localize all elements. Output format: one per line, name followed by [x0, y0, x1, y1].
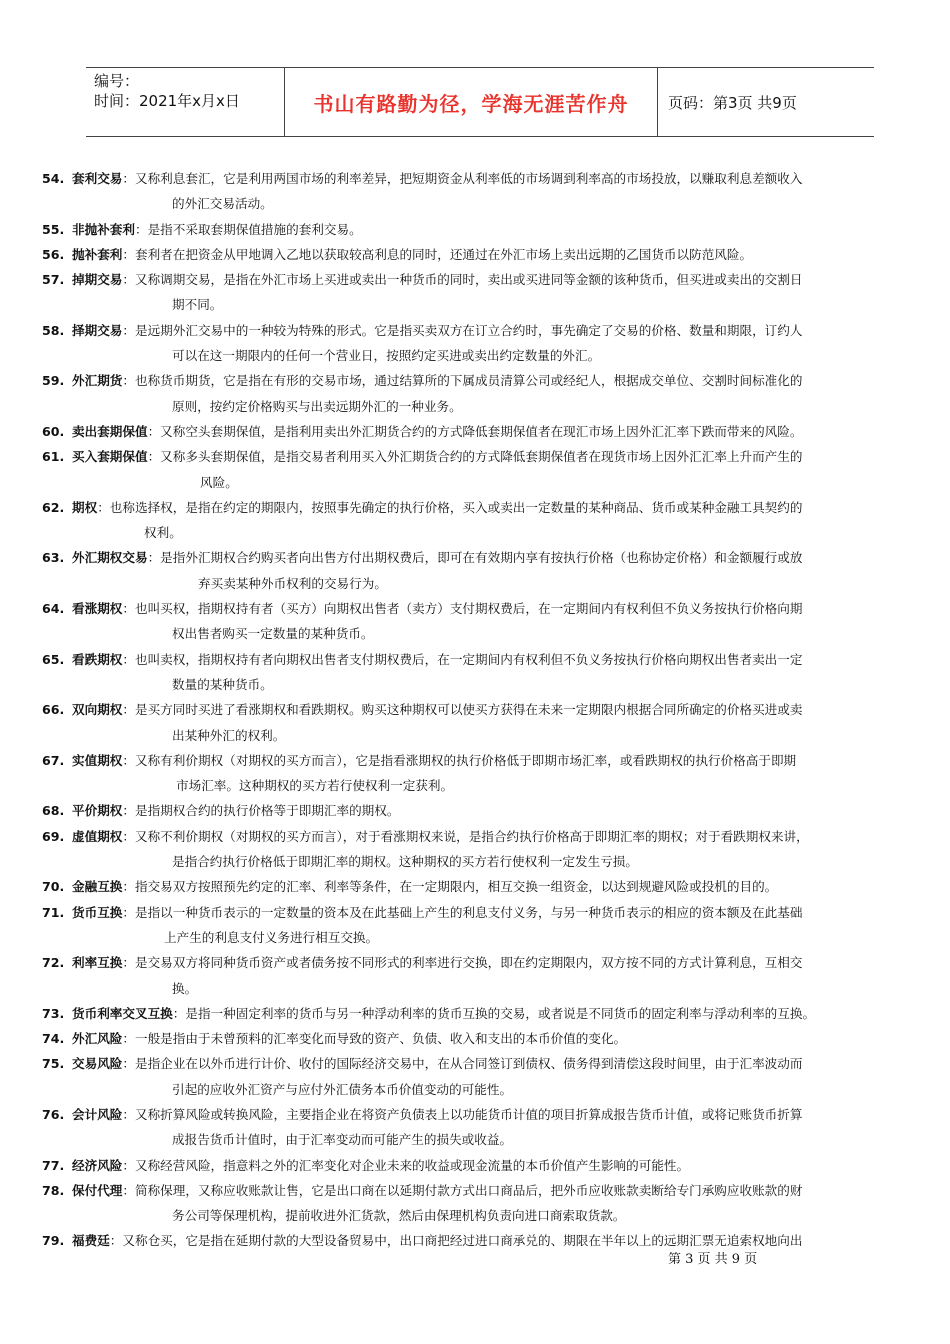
entry-number: 58.: [42, 322, 65, 338]
glossary-entry: [42, 1178, 922, 1229]
entry-number: 63.: [42, 550, 65, 566]
entry-number: 73.: [42, 1005, 65, 1021]
entry-term: 买入套期保值: [72, 449, 148, 465]
entry-definition-continued: 权出售者购买一定数量的某种货币。: [172, 626, 374, 642]
entry-number: 66.: [42, 702, 65, 718]
entry-definition: ：又称利息套汇，它是利用两国市场的利率差异，把短期资金从利率低的市场调到利率高的市场投放，以赚取利息差额收入: [122, 171, 803, 186]
glossary-entry: [42, 647, 922, 698]
glossary-entry: [42, 1051, 922, 1102]
entry-term: 实值期权: [72, 752, 123, 768]
document-time-label: 时间：2021年x月x日: [94, 92, 240, 110]
glossary-entry: [42, 1001, 922, 1026]
entry-text: [72, 545, 922, 596]
entry-text: [72, 444, 922, 495]
entry-number: 70.: [42, 879, 65, 895]
entry-definition-continued: 成报告货币计值时，由于汇率变动而可能产生的损失或收益。: [172, 1132, 513, 1148]
entry-definition-continued: 权利。: [144, 525, 182, 541]
entry-definition: ：又称不利价期权（对期权的买方而言），对于看涨期权来说，是指合约执行价格高于即期汇率的期权；对于看跌期权来讲，: [122, 828, 809, 844]
entry-definition: ：也叫买权，指期权持有者（买方）向期权出售者（卖方）支付期权费后，在一定期间内有权利但不负义务按执行价格向期: [122, 601, 803, 617]
entry-number: 57.: [42, 272, 65, 288]
entry-text: [72, 748, 922, 799]
entry-number: 65.: [42, 651, 65, 667]
entry-text: [72, 1026, 922, 1051]
entry-text: [72, 824, 922, 875]
entry-definition: ：是指一种固定利率的货币与另一种浮动利率的货币互换的交易，或者说是不同货币的固定利率与浮动利率的互换。: [172, 1005, 816, 1021]
entry-text: [72, 242, 922, 267]
entry-definition-continued: 出某种外汇的权利。: [172, 727, 286, 743]
entry-definition: ：又称有利价期权（对期权的买方而言），它是指看涨期权的执行价格低于即期市场汇率，或看跌期权的执行价格高于即期: [122, 752, 797, 768]
entry-text: [72, 798, 922, 823]
entry-definition: ：又称调期交易，是指在外汇市场上买进或卖出一种货币的同时，卖出或买进同等金额的该种货币，但买进或卖出的交割日: [122, 272, 803, 288]
glossary-entry: [42, 874, 922, 899]
entry-definition-continued: 数量的某种货币。: [172, 676, 273, 692]
entry-number: 56.: [42, 246, 65, 262]
entry-text: [72, 950, 922, 1001]
glossary-entry: [42, 217, 922, 242]
glossary-entry: [42, 1153, 922, 1178]
entry-definition: ：又称空头套期保值，是指利用卖出外汇期货合约的方式降低套期保值者在现汇市场上因外汇汇率下跌而带来的风险。: [147, 423, 803, 439]
entry-number: 54.: [42, 171, 65, 186]
entry-term: 非抛补套利: [72, 221, 135, 237]
entry-term: 择期交易: [72, 322, 123, 338]
glossary-entry: [42, 1102, 922, 1153]
glossary-entry: [42, 267, 922, 318]
entry-term: 会计风险: [72, 1106, 123, 1122]
glossary-entry: [42, 444, 922, 495]
header-page-number: 页码：第3页 共9页: [668, 93, 797, 112]
entry-definition-continued: 的外汇交易活动。: [172, 196, 273, 212]
entry-text: [72, 495, 922, 546]
entry-number: 75.: [42, 1056, 65, 1072]
entry-definition: ：是指不采取套期保值措施的套利交易。: [134, 221, 362, 237]
entry-definition: ：又称仓买，它是指在延期付款的大型设备贸易中，出口商把经过进口商承兑的、期限在半年以上的远期汇票无追索权地向出: [109, 1233, 803, 1249]
entry-text: [72, 217, 922, 242]
entry-definition: ：是指外汇期权合约购买者向出售方付出期权费后，即可在有效期内享有按执行价格（也称协定价格）和金额履行或放: [147, 550, 803, 566]
entry-definition-continued: 弃买卖某种外币权利的交易行为。: [198, 575, 387, 591]
entry-term: 外汇期权交易: [72, 550, 148, 566]
entry-term: 套利交易: [72, 171, 123, 186]
glossary-entry: [42, 950, 922, 1001]
glossary-list: [42, 166, 922, 1254]
entry-term: 经济风险: [72, 1157, 123, 1173]
entry-definition: ：也称选择权，是指在约定的期限内，按照事先确定的执行价格，买入或卖出一定数量的某种商品、货币或某种金融工具契约的: [97, 499, 803, 515]
entry-term: 利率互换: [72, 955, 123, 971]
entry-definition-continued: 是指合约执行价格低于即期汇率的期权。这种期权的买方若行使权利一定发生亏损。: [172, 854, 638, 870]
entry-definition: ：也叫卖权，指期权持有者向期权出售者支付期权费后，在一定期间内有权利但不负义务按执行价格向期权出售者卖出一定: [122, 651, 803, 667]
entry-number: 61.: [42, 449, 65, 465]
entry-number: 62.: [42, 499, 65, 515]
entry-text: [72, 697, 922, 748]
entry-term: 货币利率交叉互换: [72, 1005, 173, 1021]
entry-number: 71.: [42, 904, 65, 920]
entry-definition: ：是指期权合约的执行价格等于即期汇率的期权。: [122, 803, 400, 819]
entry-number: 69.: [42, 828, 65, 844]
entry-definition: ：简称保理，又称应收账款让售，它是出口商在以延期付款方式出口商品后，把外币应收账款卖断给专门承购应收账款的财: [122, 1182, 803, 1198]
entry-number: 74.: [42, 1031, 65, 1047]
entry-text: [72, 647, 922, 698]
entry-definition: ：又称多头套期保值，是指交易者利用买入外汇期货合约的方式降低套期保值者在现货市场上因外汇汇率上升而产生的: [147, 449, 803, 465]
entry-number: 64.: [42, 601, 65, 617]
entry-definition-continued: 原则，按约定价格购买与出卖远期外汇的一种业务。: [172, 398, 462, 414]
entry-definition: ：一般是指由于未曾预料的汇率变化而导致的资产、负债、收入和支出的本币价值的变化。: [122, 1031, 627, 1047]
glossary-entry: [42, 242, 922, 267]
page-header: [86, 67, 874, 137]
entry-term: 金融互换: [72, 879, 123, 895]
entry-definition: ：是指企业在以外币进行计价、收付的国际经济交易中，在从合同签订到债权、债务得到清偿这段时间里，由于汇率波动而: [122, 1056, 803, 1072]
entry-definition: ：套利者在把资金从甲地调入乙地以获取较高利息的同时，还通过在外汇市场上卖出远期的乙国货币以防范风险。: [122, 246, 753, 262]
entry-definition-continued: 上产生的利息支付义务进行相互交换。: [164, 929, 379, 945]
entry-term: 抛补套利: [72, 246, 123, 262]
entry-term: 外汇风险: [72, 1031, 123, 1047]
entry-number: 60.: [42, 423, 65, 439]
entry-text: [72, 900, 922, 951]
entry-number: 77.: [42, 1157, 65, 1173]
entry-definition: ：是远期外汇交易中的一种较为特殊的形式。它是指买卖双方在订立合约时，事先确定了交易的价格、数量和期限，订约人: [122, 322, 803, 338]
entry-number: 72.: [42, 955, 65, 971]
entry-definition: ：又称经营风险，指意料之外的汇率变化对企业未来的收益或现金流量的本币价值产生影响的可能性。: [122, 1157, 690, 1173]
entry-text: [72, 1153, 922, 1178]
entry-text: [72, 1228, 922, 1253]
entry-term: 平价期权: [72, 803, 123, 819]
entry-definition: ：也称货币期货，它是指在有形的交易市场，通过结算所的下属成员清算公司或经纪人，根据成交单位、交割时间标准化的: [122, 373, 803, 389]
entry-definition-continued: 换。: [172, 980, 198, 996]
entry-text: [72, 874, 922, 899]
document-number-label: 编号：: [94, 72, 140, 90]
entry-text: [72, 419, 922, 444]
glossary-entry: [42, 824, 922, 875]
entry-term: 交易风险: [72, 1056, 123, 1072]
glossary-entry: [42, 900, 922, 951]
entry-definition: ：是指以一种货币表示的一定数量的资本及在此基础上产生的利息支付义务，与另一种货币表示的相应的资本额及在此基础: [122, 904, 803, 920]
entry-number: 68.: [42, 803, 65, 819]
entry-term: 外汇期货: [72, 373, 123, 389]
entry-definition: ：又称折算风险或转换风险，主要指企业在将资产负债表上以功能货币计值的项目折算成报告货币计值，或将记账货币折算: [122, 1106, 803, 1122]
entry-term: 卖出套期保值: [72, 423, 148, 439]
page-footer: 第 3 页 共 9 页: [668, 1252, 758, 1267]
entry-text: [72, 318, 922, 369]
entry-number: 78.: [42, 1182, 65, 1198]
entry-term: 保付代理: [72, 1182, 123, 1198]
entry-definition-continued: 引起的应收外汇资产与应付外汇债务本币价值变动的可能性。: [172, 1081, 513, 1097]
entry-text: [72, 1001, 922, 1026]
glossary-entry: [42, 166, 922, 217]
entry-definition: ：是交易双方将同种货币资产或者债务按不同形式的利率进行交换，即在约定期限内，双方按不同的方式计算利息，互相交: [122, 955, 803, 971]
entry-definition-continued: 风险。: [200, 474, 238, 490]
entry-text: [72, 596, 922, 647]
glossary-entry: [42, 1228, 922, 1253]
entry-text: [72, 1102, 922, 1153]
entry-term: 看涨期权: [72, 601, 123, 617]
entry-term: 双向期权: [72, 702, 123, 718]
entry-definition-continued: 期不同。: [172, 297, 223, 313]
glossary-entry: [42, 318, 922, 369]
entry-term: 福费廷: [72, 1233, 110, 1249]
entry-text: [72, 368, 922, 419]
entry-text: [72, 1178, 922, 1229]
entry-term: 虚值期权: [72, 828, 123, 844]
entry-number: 76.: [42, 1106, 65, 1122]
glossary-entry: [42, 419, 922, 444]
entry-definition: ：是买方同时买进了看涨期权和看跌期权。购买这种期权可以使买方获得在未来一定期限内根据合同所确定的价格买进或卖: [122, 702, 803, 718]
glossary-entry: [42, 545, 922, 596]
entry-number: 79.: [42, 1233, 65, 1249]
entry-text: [72, 267, 922, 318]
entry-number: 59.: [42, 373, 65, 389]
glossary-entry: [42, 495, 922, 546]
glossary-entry: [42, 697, 922, 748]
entry-term: 看跌期权: [72, 651, 123, 667]
entry-definition-continued: 可以在这一期限内的任何一个营业日，按照约定买进或卖出约定数量的外汇。: [172, 348, 601, 364]
entry-number: 55.: [42, 221, 65, 237]
header-motto: 书山有路勤为径，学海无涯苦作舟: [285, 68, 658, 136]
header-meta: [86, 68, 285, 136]
glossary-entry: [42, 1026, 922, 1051]
entry-term: 期权: [72, 499, 98, 515]
glossary-entry: [42, 596, 922, 647]
entry-term: 货币互换: [72, 904, 123, 920]
entry-definition-continued: 市场汇率。这种期权的买方若行使权利一定获利。: [176, 778, 454, 794]
glossary-entry: [42, 748, 922, 799]
entry-text: [72, 166, 922, 217]
glossary-entry: [42, 798, 922, 823]
entry-definition-continued: 务公司等保理机构，提前收进外汇货款，然后由保理机构负责向进口商索取货款。: [172, 1208, 626, 1224]
entry-term: 掉期交易: [72, 272, 123, 288]
glossary-entry: [42, 368, 922, 419]
entry-text: [72, 1051, 922, 1102]
entry-definition: ：指交易双方按照预先约定的汇率、利率等条件，在一定期限内，相互交换一组资金，以达到规避风险或投机的目的。: [122, 879, 778, 895]
entry-number: 67.: [42, 752, 65, 768]
